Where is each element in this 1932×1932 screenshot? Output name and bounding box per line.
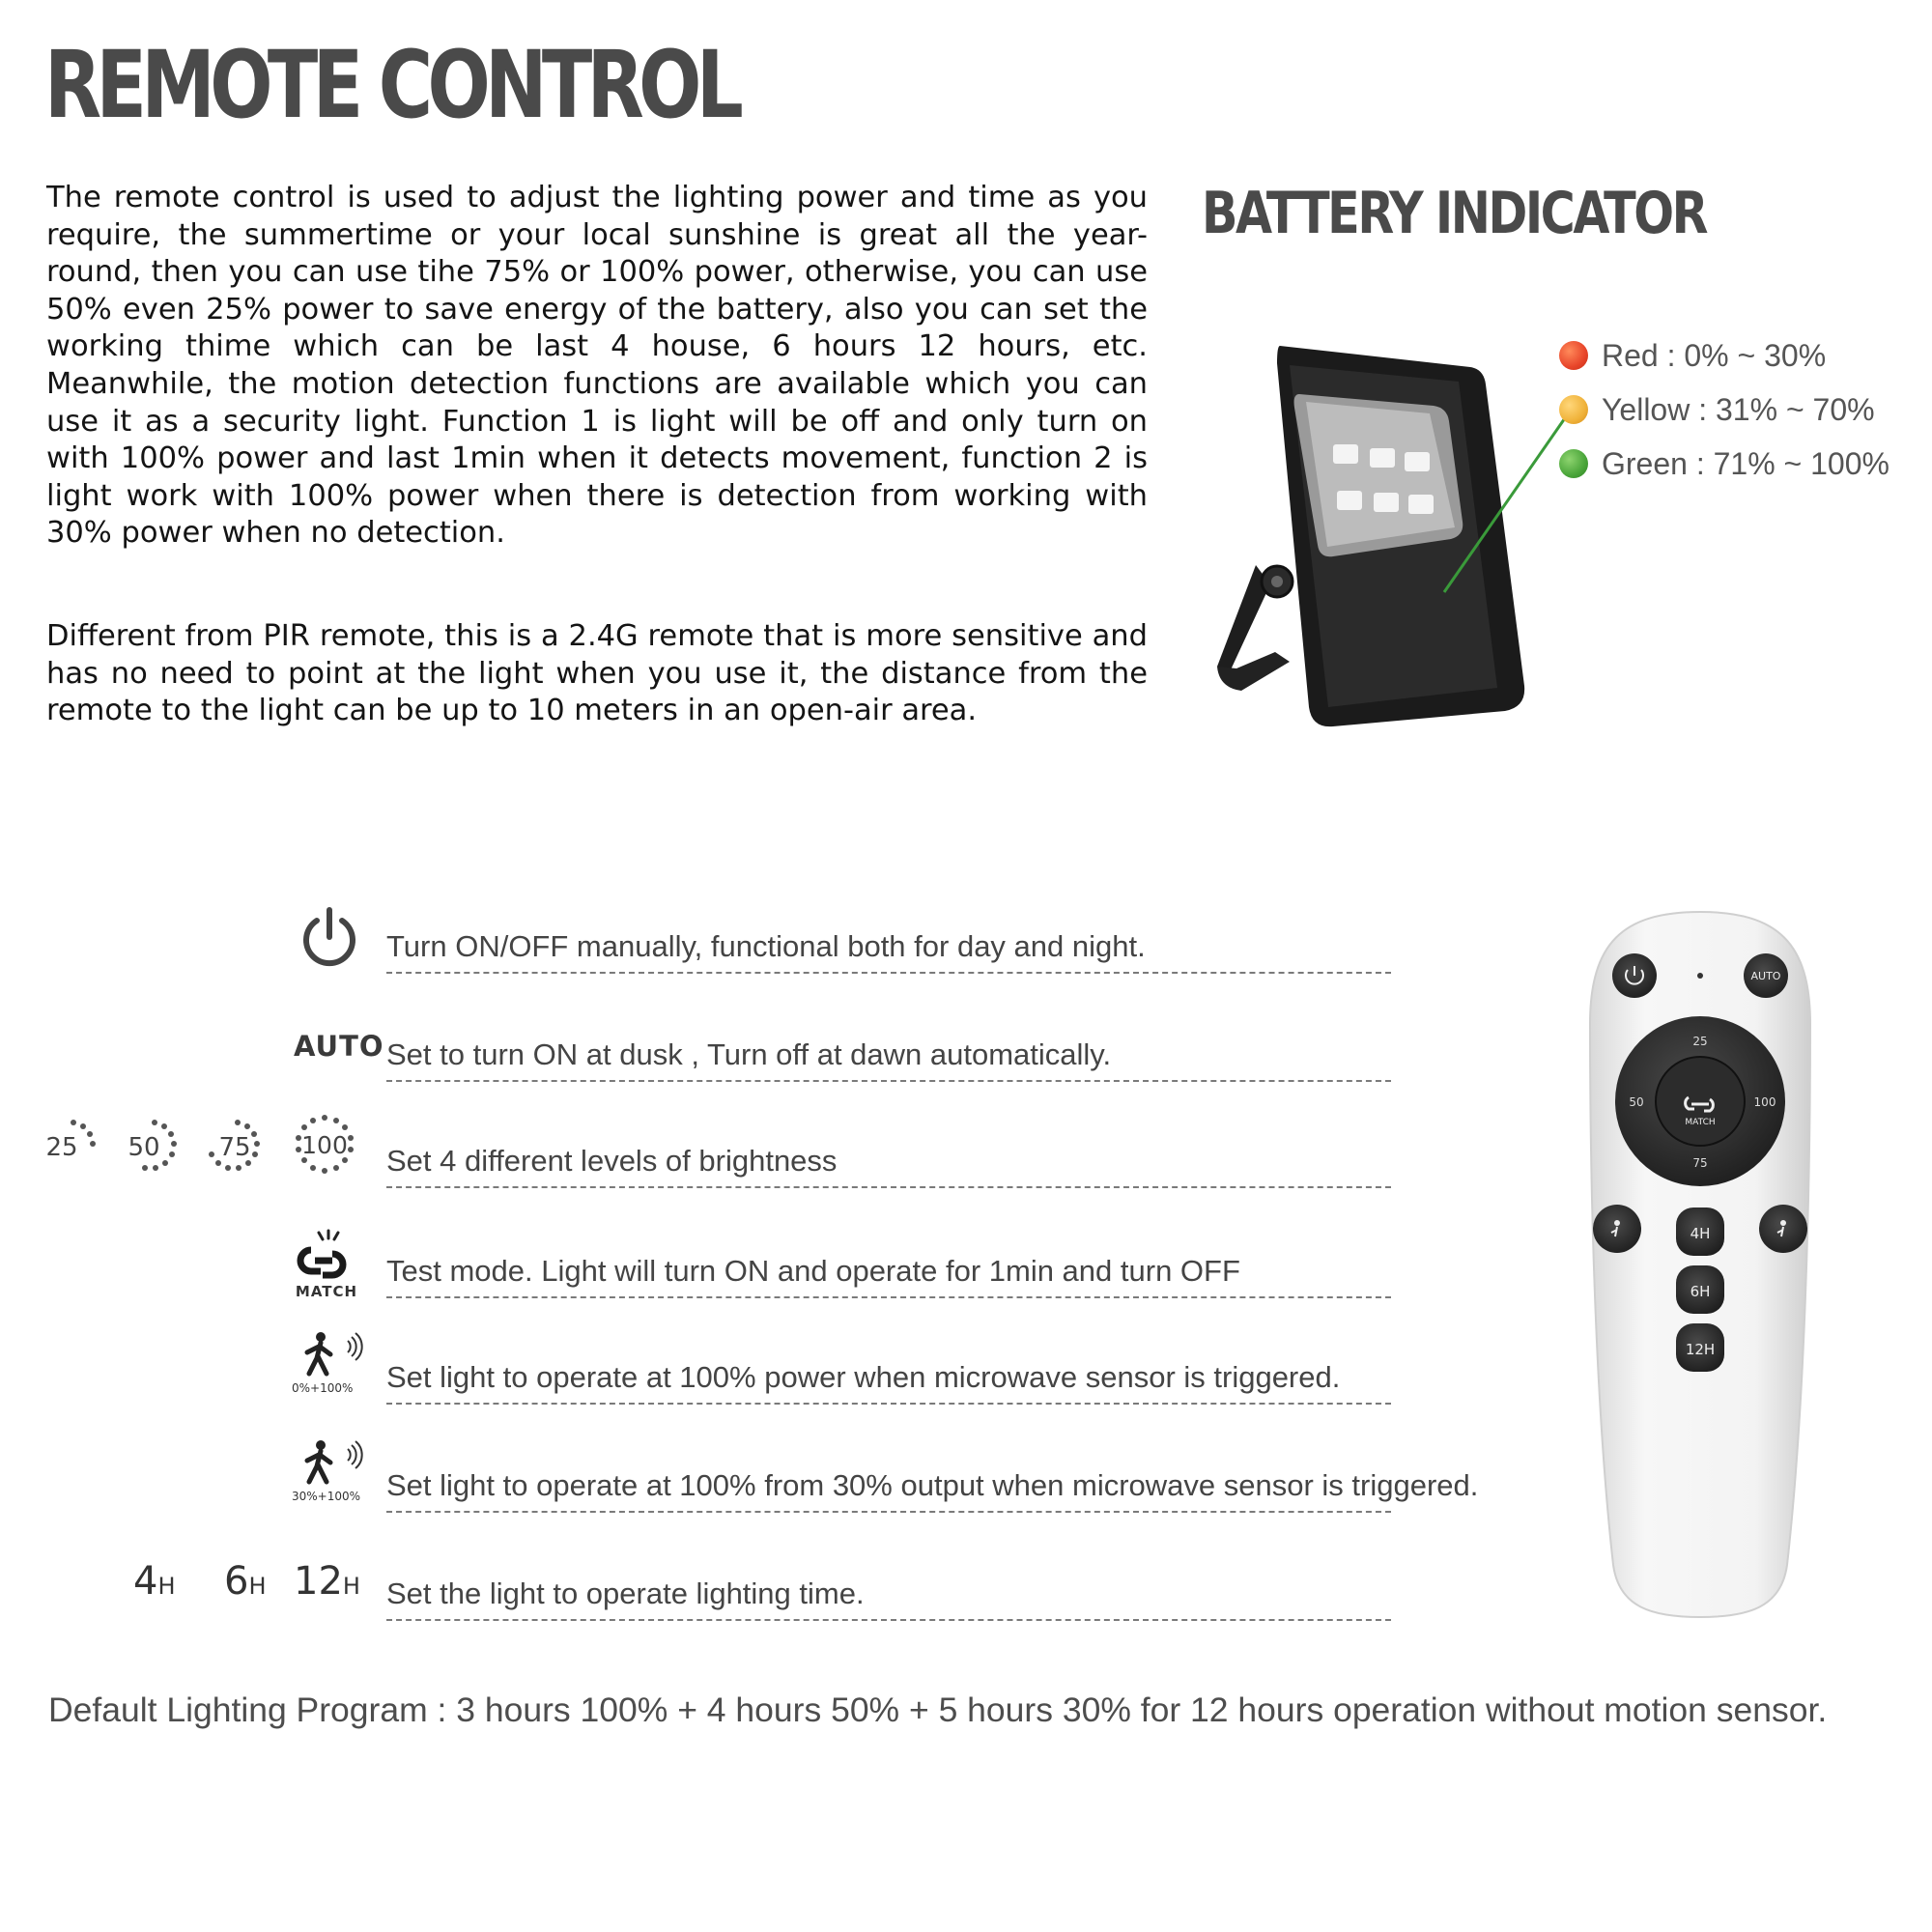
divider (386, 1281, 1391, 1298)
remote-level-25-label: 25 (1692, 1035, 1708, 1048)
timer-4h-icon: 4H (133, 1559, 176, 1604)
remote-level-100-label: 100 (1753, 1095, 1776, 1109)
divider (386, 1495, 1391, 1513)
brightness-100-icon (290, 1113, 359, 1179)
remote-6h-label: 6H (1690, 1283, 1711, 1300)
match-icon-label: MATCH (295, 1283, 358, 1300)
divider (386, 1065, 1391, 1082)
description-paragraph-2: Different from PIR remote, this is a 2.4G remote that is more sensitive and has no need to point at the light when you use it, the distance from the remote to the light can be up to 10 meters in an open-air area. (46, 619, 1148, 728)
remote-level-75-label: 75 (1692, 1156, 1708, 1170)
yellow-indicator-icon (1559, 395, 1588, 424)
remote-level-50-label: 50 (1629, 1095, 1644, 1109)
divider (386, 1387, 1391, 1405)
remote-match-label: MATCH (1685, 1118, 1716, 1127)
brightness-50-icon (120, 1115, 182, 1177)
brightness-level-label: 50 (128, 1133, 160, 1162)
battery-legend-label: Yellow : 31% ~ 70% (1602, 391, 1875, 427)
auto-icon: AUTO (294, 1030, 384, 1063)
floodlight-image (1198, 328, 1575, 753)
remote-12h-label: 12H (1685, 1341, 1716, 1358)
brightness-75-icon (203, 1115, 267, 1177)
motion-sensor-icon (292, 1331, 369, 1395)
battery-legend-label: Red : 0% ~ 30% (1602, 337, 1827, 373)
default-lighting-program: Default Lighting Program : 3 hours 100% + 4 hours 50% + 5 hours 30% for 12 hours operation without motion sensor. (48, 1690, 1828, 1729)
function-match-text: Test mode. Light will turn ON and operate for 1min and turn OFF (386, 1254, 1240, 1288)
brightness-level-label: 100 (301, 1131, 348, 1159)
motion-sensor-dim-icon (292, 1439, 369, 1503)
function-timer-text: Set the light to operate lighting time. (386, 1577, 865, 1610)
power-icon (298, 906, 361, 970)
remote-control-image (1584, 908, 1816, 1623)
brightness-25-icon (39, 1115, 100, 1177)
divider (386, 1604, 1391, 1621)
motion-sensor-label: 0%+100% (292, 1381, 354, 1395)
battery-legend-green (1559, 440, 1889, 488)
motion-sensor-label: 30%+100% (292, 1490, 361, 1503)
green-indicator-icon (1559, 449, 1588, 478)
match-icon (290, 1229, 363, 1300)
remote-4h-label: 4H (1690, 1225, 1711, 1242)
remote-auto-label: AUTO (1750, 970, 1781, 982)
brightness-level-label: 75 (218, 1133, 251, 1162)
function-sensor-dim-text: Set light to operate at 100% from 30% output when microwave sensor is triggered. (386, 1468, 1479, 1502)
timer-12h-icon: 12H (294, 1559, 360, 1604)
brightness-level-label: 25 (45, 1133, 78, 1162)
page-title: REMOTE CONTROL (44, 31, 739, 139)
divider (386, 956, 1391, 974)
description-paragraph-1: The remote control is used to adjust the lighting power and time as you require, the summertime or your local sunshine is great all the year-round, then you can use tihe 75% or 100% power, otherwise, you can use 50% even 25% power to save energy of the battery, also you can set the working thime which can be last 4 house, 6 hours 12 hours, etc. Meanwhile, the motion detection functions are available which you can use it as a security light. Function 1 is light will be off and only turn on with 100% power and last 1min when it detects movement, function 2 is light work with 100% power when there is detection from working with 30% power when no detection. (46, 181, 1148, 551)
battery-legend-red (1559, 331, 1826, 380)
battery-legend-label: Green : 71% ~ 100% (1602, 445, 1889, 481)
battery-legend-yellow (1559, 385, 1875, 434)
red-indicator-icon (1559, 341, 1588, 370)
function-sensor-full-text: Set light to operate at 100% power when microwave sensor is triggered. (386, 1360, 1341, 1394)
timer-6h-icon: 6H (224, 1559, 267, 1604)
function-brightness-text: Set 4 different levels of brightness (386, 1144, 838, 1178)
divider (386, 1171, 1391, 1188)
battery-indicator-title: BATTERY INDICATOR (1202, 180, 1707, 247)
function-auto-text: Set to turn ON at dusk , Turn off at dawn automatically. (386, 1037, 1112, 1071)
function-power-text: Turn ON/OFF manually, functional both for day and night. (386, 929, 1146, 963)
